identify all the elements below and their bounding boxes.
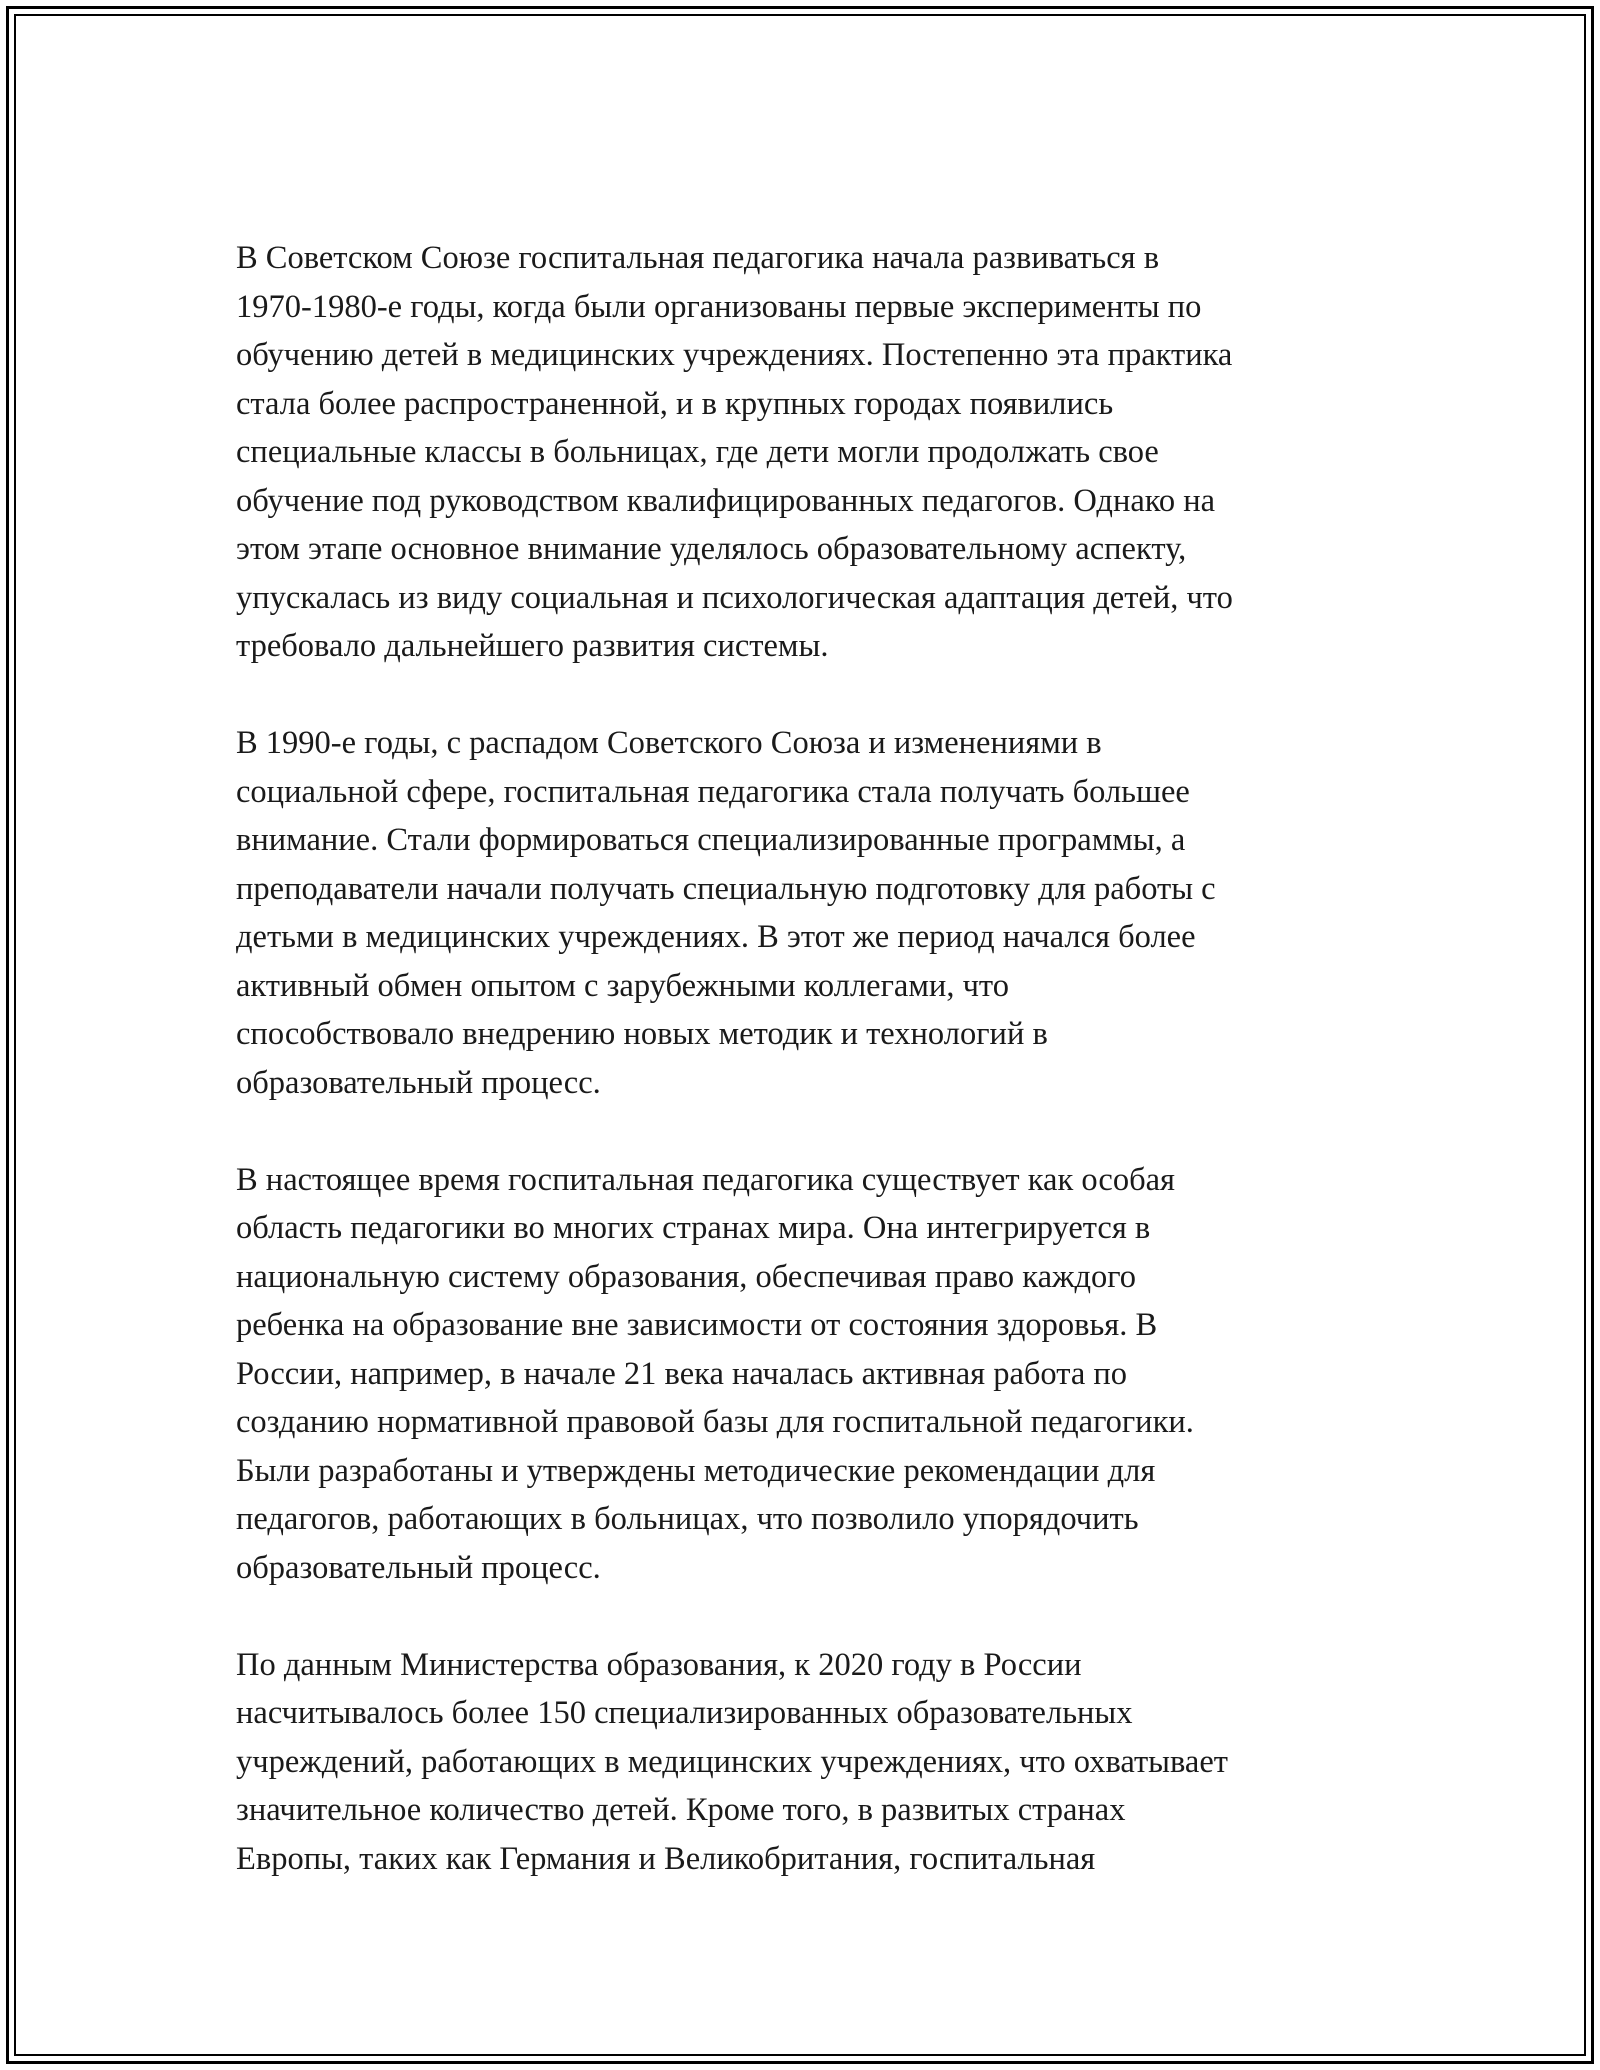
text-line: По данным Министерства образования, к 2020 году в России [236, 1646, 1082, 1683]
text-line: национальную систему образования, обеспечивая право каждого [236, 1258, 1137, 1295]
text-line: социальной сфере, госпитальная педагогика стала получать большее [236, 773, 1190, 810]
text-line: насчитывалось более 150 специализированных образовательных [236, 1695, 1133, 1731]
text-line: обучению детей в медицинских учреждениях. Постепенно эта практика [236, 337, 1233, 373]
text-line: созданию нормативной правовой базы для госпитальной педагогики. [236, 1404, 1194, 1440]
text-line: требовало дальнейшего развития системы. [236, 628, 829, 664]
text-line: образовательный процесс. [236, 1549, 601, 1586]
text-line: область педагогики во многих странах мира. Она интегрируется в [236, 1210, 1151, 1246]
text-line: значительное количество детей. Кроме того, в развитых странах [236, 1792, 1126, 1828]
text-line: 1970-1980-е годы, когда были организованы первые эксперименты по [236, 288, 1202, 325]
text-line: активный обмен опытом с зарубежными коллегами, что [236, 967, 1009, 1004]
text-line: специальные классы в больницах, где дети могли продолжать свое [236, 434, 1159, 470]
paragraph-4 [236, 1641, 1376, 1884]
text-line: В настоящее время госпитальная педагогика существует как особая [236, 1161, 1176, 1198]
text-line: ребенка на образование вне зависимости от состояния здоровья. В [236, 1307, 1158, 1343]
text-line: внимание. Стали формироваться специализированные программы, а [236, 822, 1186, 858]
text-line: Были разработаны и утверждены методические рекомендации для [236, 1452, 1156, 1489]
text-line: России, например, в начале 21 века началась активная работа по [236, 1355, 1128, 1392]
text-line: учреждений, работающих в медицинских учреждениях, что охватывает [236, 1743, 1228, 1780]
document-body [236, 234, 1376, 1883]
paragraph-3 [236, 1156, 1376, 1593]
text-line: стала более распространенной, и в крупных городах появились [236, 385, 1114, 422]
text-line: способствовало внедрению новых методик и технологий в [236, 1016, 1048, 1052]
text-line: В Советском Союзе госпитальная педагогика начала развиваться в [236, 240, 1160, 276]
paragraph-1 [236, 234, 1376, 671]
text-line: образовательный процесс. [236, 1064, 601, 1101]
text-line: детьми в медицинских учреждениях. В этот же период начался более [236, 919, 1196, 955]
text-line: Европы, таких как Германия и Великобритания, госпитальная [236, 1840, 1096, 1877]
text-line: упускалась из виду социальная и психологическая адаптация детей, что [236, 579, 1233, 616]
text-line: обучение под руководством квалифицированных педагогов. Однако на [236, 482, 1216, 519]
paragraph-2 [236, 719, 1376, 1107]
text-line: В 1990-е годы, с распадом Советского Союза и изменениями в [236, 725, 1102, 761]
text-line: преподаватели начали получать специальную подготовку для работы с [236, 870, 1216, 907]
text-line: этом этапе основное внимание уделялось образовательному аспекту, [236, 531, 1187, 567]
text-line: педагогов, работающих в больницах, что позволило упорядочить [236, 1501, 1139, 1537]
